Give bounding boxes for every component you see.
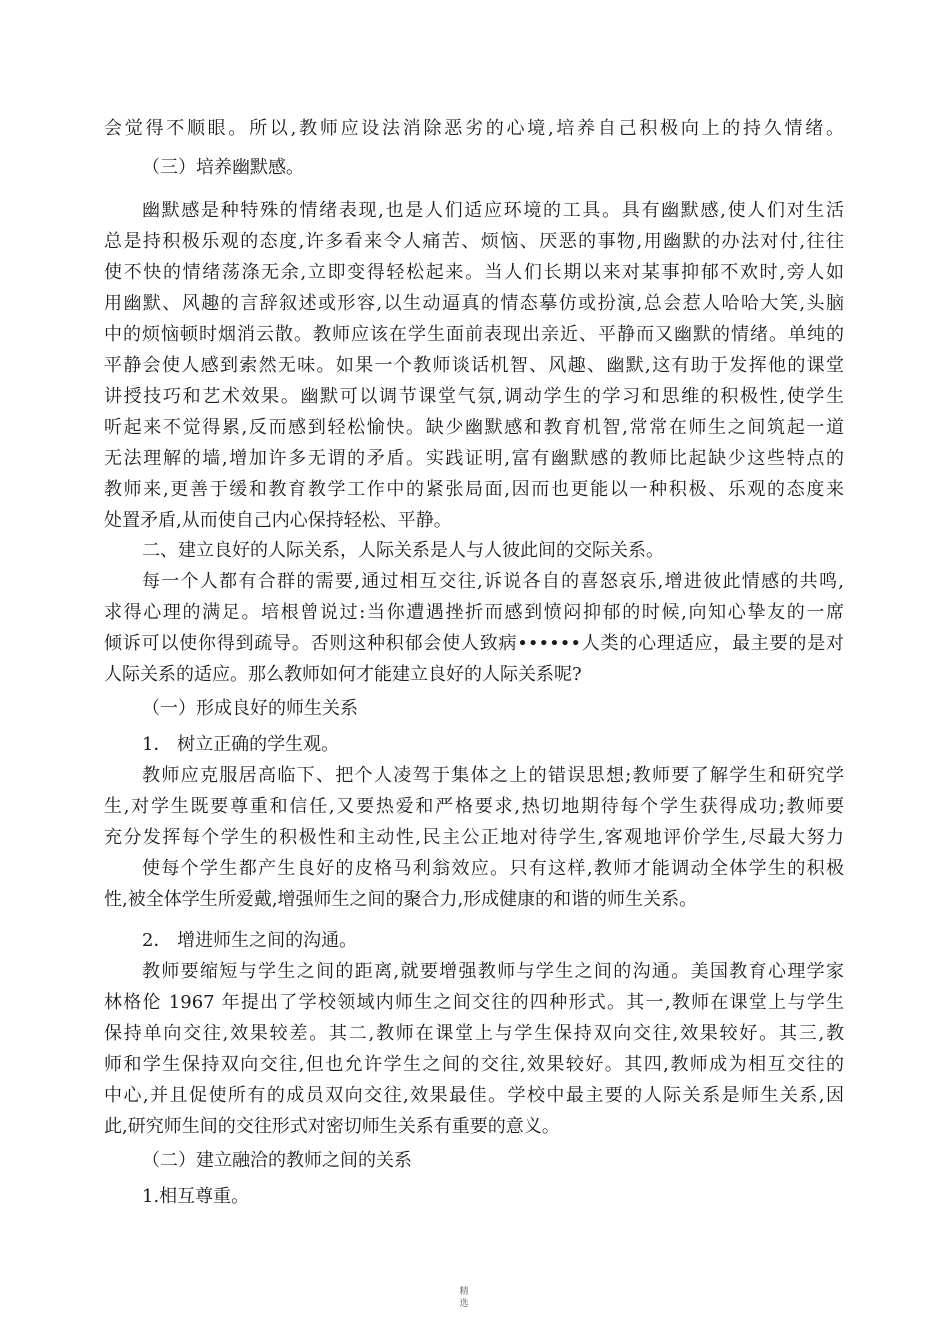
paragraph-line: 倾诉可以使你得到疏导。否则这种积郁会使人致病••••••人类的心理适应，最主要的是对 — [104, 633, 844, 654]
footer-char: 精 — [459, 1287, 469, 1297]
paragraph-line: 中心,并且促使所有的成员双向交往,效果最佳。学校中最主要的人际关系是师生关系,因 — [104, 1085, 844, 1106]
section-heading: （三）培养幽默感。 — [142, 157, 304, 178]
subsection-heading: 1.相互尊重。 — [142, 1186, 250, 1207]
section-heading: 二、建立良好的人际关系，人际关系是人与人彼此间的交际关系。 — [142, 540, 664, 561]
paragraph-line: 每一个人都有合群的需要,通过相互交往,诉说各自的喜怒哀乐,增进彼此情感的共鸣, — [142, 571, 844, 592]
section-heading: （二）建立融洽的教师之间的关系 — [142, 1150, 412, 1171]
paragraph-line: 平静会使人感到索然无味。如果一个教师谈话机智、风趣、幽默,这有助于发挥他的课堂 — [104, 355, 844, 376]
paragraph-line: 使每个学生都产生良好的皮格马利翁效应。只有这样,教师才能调动全体学生的积极 — [142, 858, 844, 879]
paragraph-line: 保持单向交往,效果较差。其二,教师在课堂上与学生保持双向交往,效果较好。其三,教 — [104, 1023, 844, 1044]
paragraph-line: 中的烦恼顿时烟消云散。教师应该在学生面前表现出亲近、平静而又幽默的情绪。单纯的 — [104, 324, 844, 345]
paragraph-line: 师和学生保持双向交往,但也允许学生之间的交往,效果较好。其四,教师成为相互交往的 — [104, 1054, 844, 1075]
paragraph-line: 讲授技巧和艺术效果。幽默可以调节课堂气氛,调动学生的学习和思维的积极性,使学生 — [104, 386, 844, 407]
footer-char: 选 — [459, 1299, 469, 1309]
paragraph-line: 幽默感是种特殊的情绪表现,也是人们适应环境的工具。具有幽默感,使人们对生活 — [142, 200, 844, 221]
paragraph-line: 人际关系的适应。那么教师如何才能建立良好的人际关系呢? — [104, 664, 582, 685]
paragraph-line: 求得心理的满足。培根曾说过:当你遭遇挫折而感到愤闷抑郁的时候,向知心挚友的一席 — [104, 602, 844, 623]
paragraph-line: 总是持积极乐观的态度,许多看来令人痛苦、烦恼、厌恶的事物,用幽默的办法对付,往往 — [104, 231, 844, 252]
subsection-heading: 2． 增进师生之间的沟通。 — [142, 930, 358, 951]
subsection-heading: 1． 树立正确的学生观。 — [142, 734, 340, 755]
paragraph-line: 林格伦 1967 年提出了学校领域内师生之间交往的四种形式。其一,教师在课堂上与学生 — [104, 992, 844, 1013]
paragraph-line: 处置矛盾,从而使自己内心保持轻松、平静。 — [104, 510, 452, 531]
paragraph-line: 教师应克服居高临下、把个人凌驾于集体之上的错误思想;教师要了解学生和研究学 — [142, 765, 844, 786]
paragraph-line: 会觉得不顺眼。所以,教师应设法消除恶劣的心境,培养自己积极向上的持久情绪。 — [104, 118, 844, 139]
paragraph-line: 此,研究师生间的交往形式对密切师生关系有重要的意义。 — [104, 1116, 560, 1137]
paragraph-line: 用幽默、风趣的言辞叙述或形容,以生动逼真的情态摹仿或扮演,总会惹人哈哈大笑,头脑 — [104, 293, 844, 314]
paragraph-line: 教师来,更善于缓和教育教学工作中的紧张局面,因而也更能以一种积极、乐观的态度来 — [104, 479, 844, 500]
page-footer — [452, 1286, 476, 1310]
section-heading: （一）形成良好的师生关系 — [142, 698, 358, 719]
paragraph-line: 生,对学生既要尊重和信任,又要热爱和严格要求,热切地期待每个学生获得成功;教师要 — [104, 796, 844, 817]
paragraph-line: 使不快的情绪荡涤无余,立即变得轻松起来。当人们长期以来对某事抑郁不欢时,旁人如 — [104, 262, 844, 283]
paragraph-line: 教师要缩短与学生之间的距离,就要增强教师与学生之间的沟通。美国教育心理学家 — [142, 961, 844, 982]
paragraph-line: 无法理解的墙,增加许多无谓的矛盾。实践证明,富有幽默感的教师比起缺少这些特点的 — [104, 448, 844, 469]
paragraph-line: 听起来不觉得累,反而感到轻松愉快。缺少幽默感和教育机智,常常在师生之间筑起一道 — [104, 417, 844, 438]
paragraph-line: 性,被全体学生所爱戴,增强师生之间的聚合力,形成健康的和谐的师生关系。 — [104, 889, 698, 910]
paragraph-line: 充分发挥每个学生的积极性和主动性,民主公正地对待学生,客观地评价学生,尽最大努力 — [104, 827, 844, 848]
